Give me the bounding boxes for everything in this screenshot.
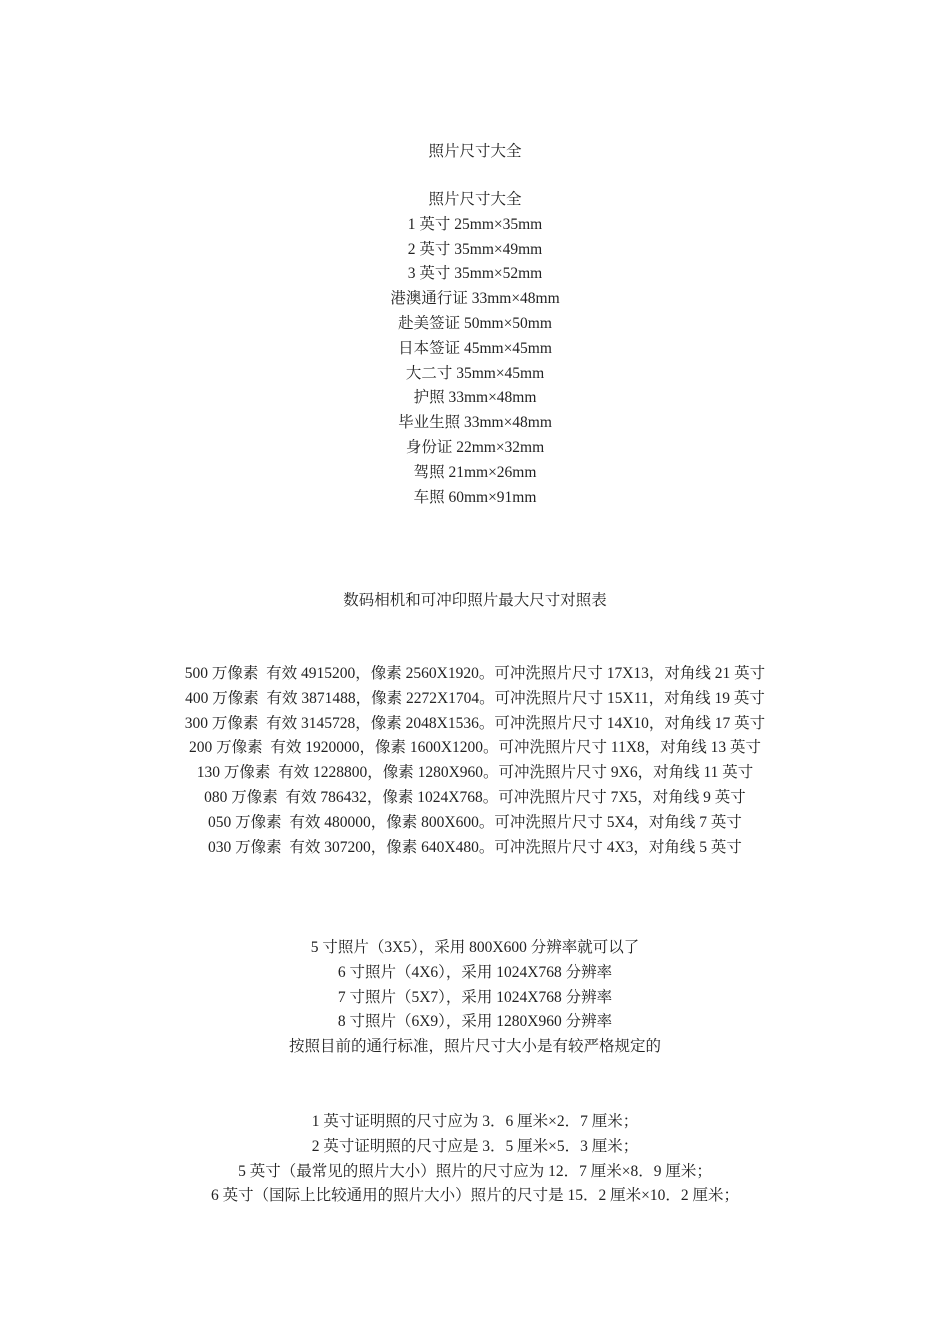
print-standard-note: 按照目前的通行标准，照片尺寸大小是有较严格规定的: [288, 1038, 661, 1056]
camera-table: [0, 662, 950, 860]
document-title: 照片尺寸大全: [428, 143, 522, 160]
standard-size-item: 5 英寸（最常见的照片大小）照片的尺寸应为 12．7 厘米×8．9 厘米；: [238, 1162, 712, 1180]
photo-sizes-list: [0, 188, 950, 510]
camera-table-row: 200 万像素 有效 1920000，像素 1600X1200。可冲洗照片尺寸 11X8，对角线 13 英寸: [188, 739, 762, 757]
photo-size-item: 港澳通行证 33mm×48mm: [390, 290, 560, 308]
camera-table-row: 030 万像素 有效 307200，像素 640X480。可冲洗照片尺寸 4X3，对角线 5 英寸: [208, 838, 742, 856]
camera-table-row: 500 万像素 有效 4915200，像素 2560X1920。可冲洗照片尺寸 17X13，对角线 21 英寸: [184, 665, 766, 682]
camera-table-heading-block: [0, 589, 950, 614]
document-title-block: [0, 140, 950, 165]
print-resolution-item: 6 寸照片（4X6），采用 1024X768 分辨率: [337, 963, 613, 981]
photo-sizes-heading: 照片尺寸大全: [428, 191, 522, 208]
photo-size-item: 护照 33mm×48mm: [413, 389, 537, 407]
camera-table-row: 300 万像素 有效 3145728，像素 2048X1536。可冲洗照片尺寸 14X10，对角线 17 英寸: [184, 714, 766, 732]
camera-table-row: 050 万像素 有效 480000，像素 800X600。可冲洗照片尺寸 5X4，对角线 7 英寸: [208, 813, 742, 831]
photo-size-item: 赴美签证 50mm×50mm: [398, 314, 552, 332]
camera-table-row: 080 万像素 有效 786432，像素 1024X768。可冲洗照片尺寸 7X5，对角线 9 英寸: [204, 788, 746, 806]
photo-size-item: 1 英寸 25mm×35mm: [407, 215, 543, 233]
standard-size-item: 1 英寸证明照的尺寸应为 3．6 厘米×2．7 厘米；: [311, 1113, 639, 1130]
print-resolution-list: [0, 936, 950, 1060]
photo-size-item: 车照 60mm×91mm: [413, 488, 537, 506]
photo-size-item: 大二寸 35mm×45mm: [405, 364, 545, 382]
photo-size-item: 驾照 21mm×26mm: [413, 463, 537, 481]
camera-table-row: 400 万像素 有效 3871488，像素 2272X1704。可冲洗照片尺寸 15X11，对角线 19 英寸: [185, 689, 765, 707]
photo-size-item: 2 英寸 35mm×49mm: [407, 240, 543, 258]
photo-size-item: 毕业生照 33mm×48mm: [398, 414, 552, 432]
standard-size-item: 6 英寸（国际上比较通用的照片大小）照片的尺寸是 15．2 厘米×10．2 厘米；: [211, 1187, 739, 1205]
print-resolution-item: 5 寸照片（3X5），采用 800X600 分辨率就可以了: [310, 939, 640, 956]
camera-table-heading: 数码相机和可冲印照片最大尺寸对照表: [343, 592, 607, 609]
standard-size-item: 2 英寸证明照的尺寸应是 3．5 厘米×5．3 厘米；: [311, 1137, 639, 1155]
photo-size-item: 身份证 22mm×32mm: [405, 438, 545, 456]
photo-size-item: 日本签证 45mm×45mm: [398, 339, 552, 357]
photo-size-item: 3 英寸 35mm×52mm: [407, 265, 543, 283]
camera-table-row: 130 万像素 有效 1228800，像素 1280X960。可冲洗照片尺寸 9X6，对角线 11 英寸: [196, 764, 754, 782]
print-resolution-item: 7 寸照片（5X7），采用 1024X768 分辨率: [337, 988, 613, 1006]
print-resolution-item: 8 寸照片（6X9），采用 1280X960 分辨率: [337, 1013, 613, 1031]
standard-size-list: [0, 1110, 950, 1209]
